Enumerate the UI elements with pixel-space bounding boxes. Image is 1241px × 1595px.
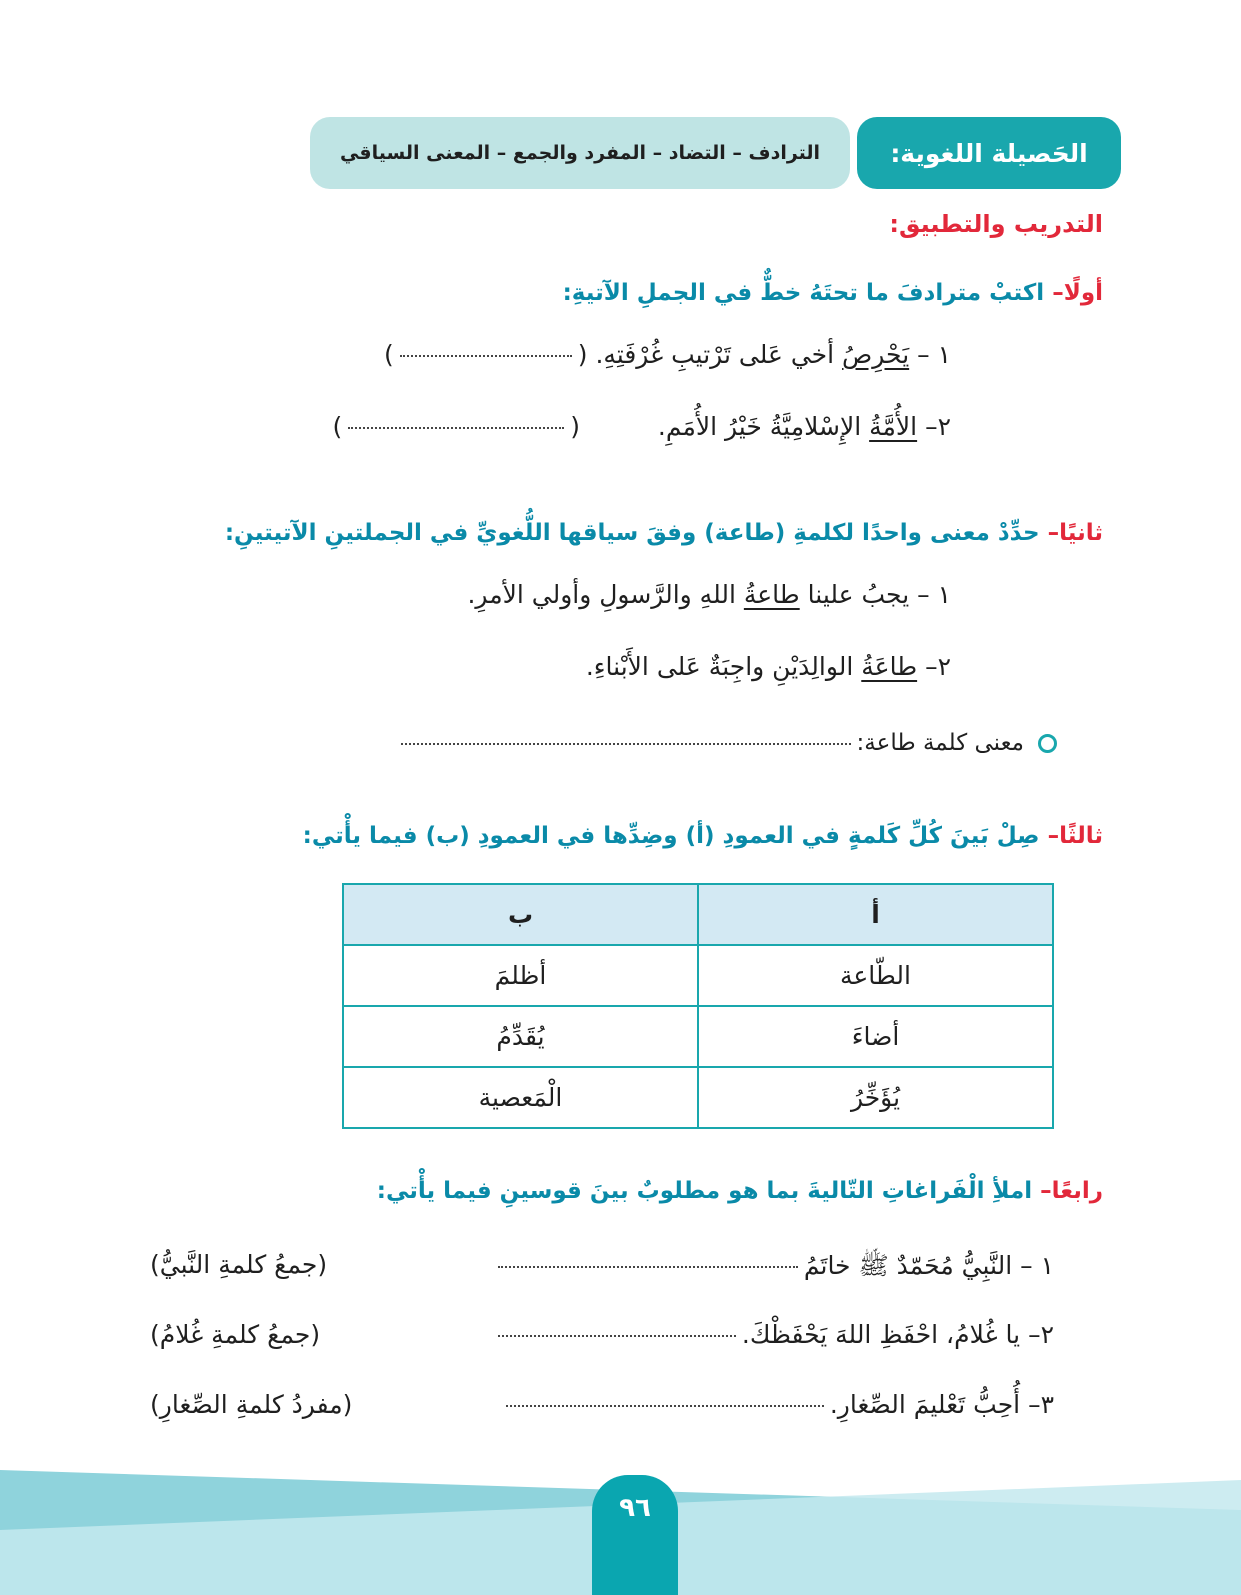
q2-item-1	[467, 580, 951, 609]
table-row	[343, 945, 1053, 1006]
column-a-header: أ	[698, 884, 1053, 945]
close-paren: )	[383, 340, 394, 369]
page-number: ٩٦	[619, 1493, 651, 1523]
bullet-circle-icon	[1038, 734, 1057, 753]
item-text: اللهِ والرَّسولِ وأولي الأمرِ.	[467, 580, 736, 609]
item-text: الإِسْلامِيَّةُ خَيْرُ الأُمَمِ.	[657, 412, 862, 441]
q1-number: أولًا–	[1052, 280, 1103, 306]
item-number: ١ –	[1020, 1251, 1054, 1280]
table-header-row	[343, 884, 1053, 945]
cell-b[interactable]: يُقَدِّمُ	[343, 1006, 698, 1067]
item-text: يجبُ علينا	[807, 580, 910, 609]
open-paren: (	[570, 412, 580, 441]
q2-instruction: حدِّدْ معنى واحدًا لكلمةِ (طاعة) وفقَ سياقها اللُّغويِّ في الجملتينِ الآتيتينِ:	[224, 520, 1040, 546]
q4-item-3	[500, 1390, 1054, 1419]
q4-hint-1: (جمعُ كلمةِ النَّبيُّ)	[150, 1250, 328, 1279]
q1-title	[563, 280, 1103, 306]
answer-blank[interactable]	[400, 355, 572, 357]
q1-item-1	[384, 340, 951, 369]
cell-b[interactable]: الْمَعصية	[343, 1067, 698, 1128]
item-number: ٢–	[1028, 1320, 1054, 1349]
page-number-tab	[592, 1475, 678, 1595]
answer-blank[interactable]	[506, 1405, 824, 1407]
item-number: ٢–	[925, 412, 951, 441]
item-number: ١ –	[917, 340, 951, 369]
underlined-word: طاعةُ	[743, 580, 800, 609]
q2-title	[225, 520, 1103, 546]
training-heading: التدريب والتطبيق:	[889, 210, 1103, 238]
answer-blank[interactable]	[498, 1266, 798, 1268]
cell-a[interactable]: يُؤَخِّرُ	[698, 1067, 1053, 1128]
item-text: النَّبِيُّ مُحَمّدٌ ﷺ خاتَمُ	[803, 1251, 1013, 1280]
meaning-row	[395, 730, 1057, 756]
underlined-word: يَحْرِصُ	[842, 340, 910, 369]
item-text: الوالِدَيْنِ واجِبَةٌ عَلى الأَبْناءِ.	[585, 652, 854, 681]
cell-a[interactable]: الطّاعة	[698, 945, 1053, 1006]
q4-instruction: املأِ الْفَراغاتِ التّاليةَ بما هو مطلوبٌ بينَ قوسينِ فيما يأْتي:	[376, 1178, 1033, 1204]
table-row	[343, 1006, 1053, 1067]
section-title: الحَصيلة اللغوية:	[890, 138, 1088, 168]
table-row	[343, 1067, 1053, 1128]
q3-title	[303, 823, 1103, 849]
topics-banner	[310, 117, 850, 189]
answer-blank[interactable]	[348, 427, 564, 429]
q4-hint-3: (مفردُ كلمةِ الصِّغارِ)	[150, 1390, 353, 1419]
answer-blank[interactable]	[498, 1335, 736, 1337]
q4-title	[377, 1178, 1103, 1204]
item-text: يا غُلامُ، احْفَظِ اللهَ يَحْفَظْكَ.	[741, 1320, 1021, 1349]
underlined-word: الأُمَّةُ	[869, 412, 918, 441]
q1-instruction: اكتبْ مترادفَ ما تحتَهُ خطٌّ في الجملِ الآتيةِ:	[562, 280, 1045, 306]
underlined-word: طاعَةُ	[861, 652, 918, 681]
matching-table	[342, 883, 1054, 1129]
column-b-header: ب	[343, 884, 698, 945]
q1-item-2	[332, 412, 951, 441]
item-number: ٣–	[1028, 1390, 1054, 1419]
q4-number: رابعًا–	[1040, 1178, 1103, 1204]
item-number: ٢–	[925, 652, 951, 681]
q4-item-1	[492, 1250, 1054, 1287]
section-title-badge	[857, 117, 1121, 189]
item-text: أخي عَلى تَرْتيبِ غُرْفَتِهِ. (	[577, 340, 835, 369]
meaning-answer-blank[interactable]	[401, 743, 851, 745]
q3-instruction: صِلْ بَينَ كُلِّ كَلمةٍ في العمودِ (أ) وضِدِّها في العمودِ (ب) فيما يأْتي:	[302, 823, 1040, 849]
q4-item-2	[492, 1320, 1054, 1349]
close-paren: )	[332, 412, 343, 441]
topics-text: الترادف – التضاد – المفرد والجمع – المعنى السياقي	[339, 142, 821, 164]
item-number: ١ –	[917, 580, 951, 609]
q4-hint-2: (جمعُ كلمةِ غُلامُ)	[150, 1320, 321, 1349]
cell-b[interactable]: أظلمَ	[343, 945, 698, 1006]
cell-a[interactable]: أضاءَ	[698, 1006, 1053, 1067]
q3-number: ثالثًا–	[1047, 823, 1103, 849]
q2-item-2	[586, 652, 951, 681]
meaning-label: معنى كلمة طاعة:	[856, 730, 1024, 756]
q2-number: ثانيًا–	[1047, 520, 1103, 546]
item-text: أُحِبُّ تَعْليمَ الصِّغارِ.	[829, 1390, 1021, 1419]
